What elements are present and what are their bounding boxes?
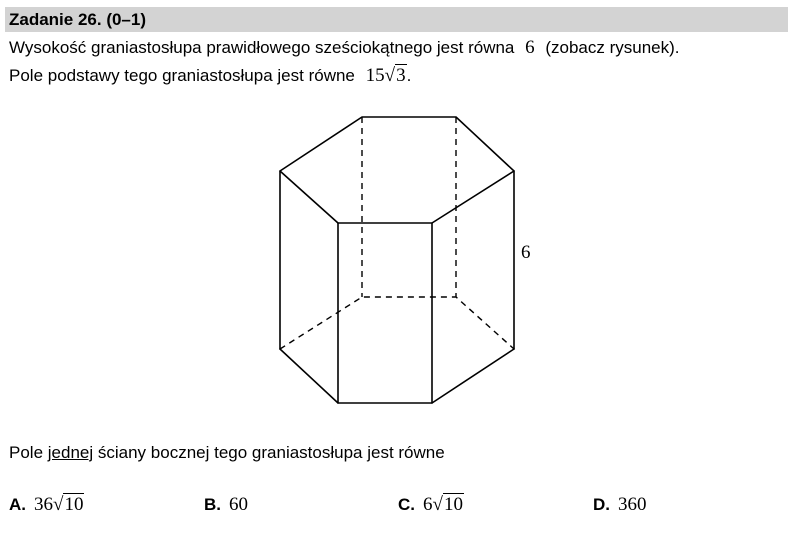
underlined-word: jednej: [47, 443, 94, 462]
line2-text-before: Pole podstawy tego graniastosłupa jest równe: [9, 66, 355, 85]
answer-a-radicand: 10: [64, 494, 84, 515]
line3-text-before: Pole: [9, 443, 44, 462]
line2-text-after: .: [406, 66, 412, 85]
answer-letter: D.: [593, 495, 610, 514]
sqrt-sign: √: [432, 494, 443, 515]
answer-c-coefficient: 6: [423, 494, 433, 515]
height-value: 6: [525, 37, 535, 58]
base-area-coefficient: 15: [365, 65, 385, 86]
answer-a-coefficient: 36: [34, 494, 53, 515]
height-label: 6: [521, 242, 531, 263]
prism-bottom-visible-edges: [280, 349, 514, 403]
answer-letter: C.: [398, 495, 415, 514]
task-title: Zadanie 26. (0–1): [9, 10, 147, 29]
answer-option-c[interactable]: [398, 494, 464, 516]
line1-text-before: Wysokość graniastosłupa prawidłowego sześciokątnego jest równa: [9, 38, 515, 57]
answer-d-value: 360: [618, 494, 647, 515]
answer-a-sqrt: [53, 494, 84, 516]
answer-option-a[interactable]: [9, 494, 84, 516]
prism-hidden-bottom-edges: [280, 297, 514, 349]
sqrt-sign: √: [384, 65, 396, 86]
answer-c-radicand: 10: [443, 494, 463, 515]
prism-top-face: [280, 117, 514, 223]
answer-c-sqrt: [433, 494, 464, 516]
question-line-3: [9, 443, 445, 463]
sqrt-sign: √: [53, 494, 64, 515]
answer-option-d[interactable]: [593, 494, 647, 516]
answer-letter: B.: [204, 495, 221, 514]
answer-letter: A.: [9, 495, 26, 514]
answer-b-value: 60: [229, 494, 248, 515]
answer-option-b[interactable]: [204, 494, 248, 516]
base-area-radicand: 3: [396, 65, 406, 86]
line1-text-after: (zobacz rysunek).: [545, 38, 680, 57]
line3-text-after: ściany bocznej tego graniastosłupa jest równe: [97, 443, 445, 462]
